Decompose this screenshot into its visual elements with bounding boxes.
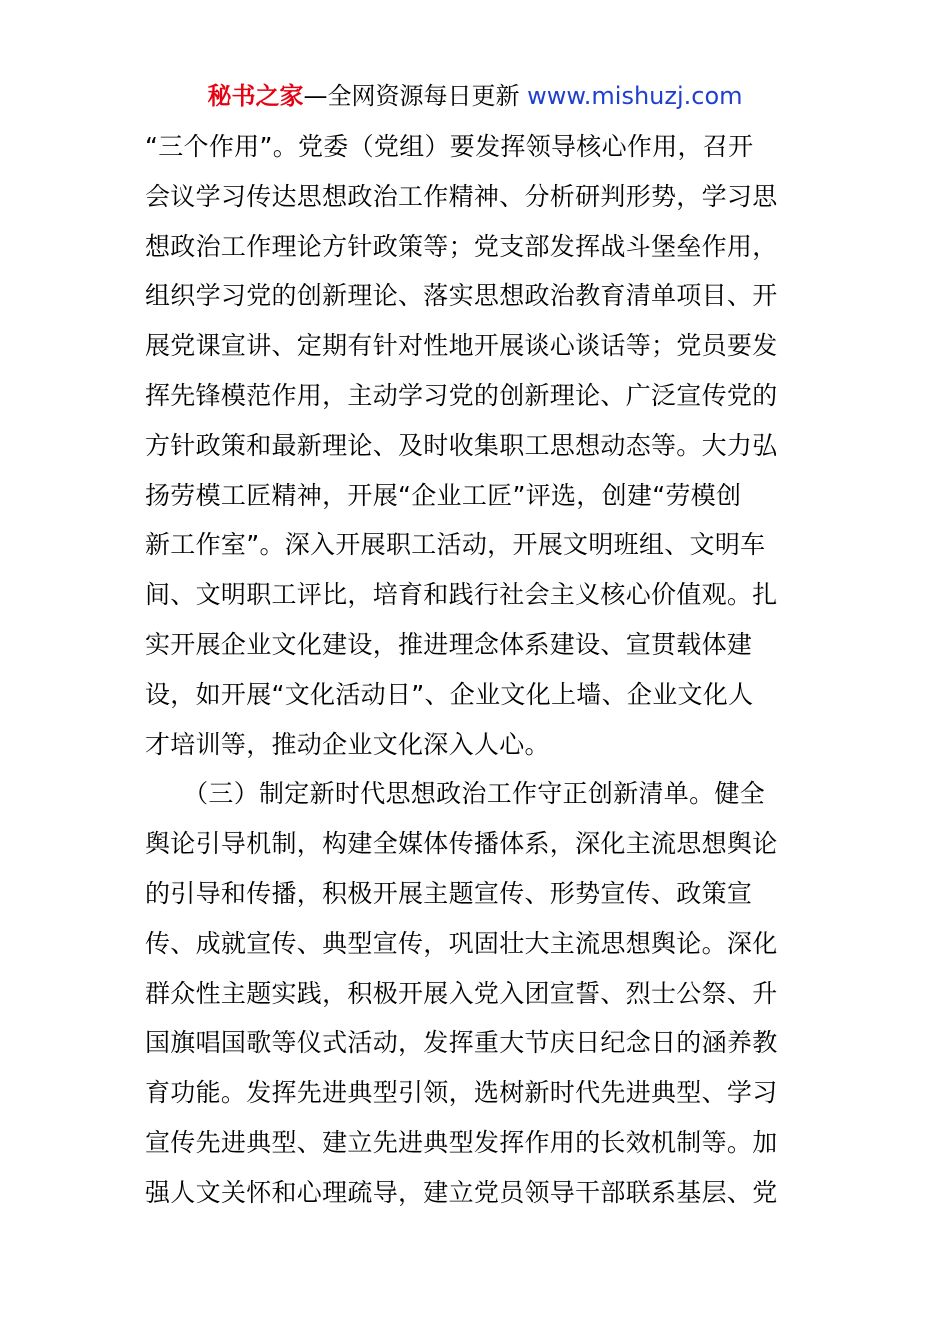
text-line: 实开展企业文化建设，推进理念体系建设、宣贯载体建	[145, 629, 753, 659]
text-line: 新工作室”。深入开展职工活动，开展文明班组、文明车	[145, 530, 766, 560]
site-brand: 秘书之家	[207, 82, 304, 110]
text-line: 扬劳模工匠精神，开展“企业工匠”评选，创建“劳模创	[145, 480, 742, 510]
text-line: 设，如开展“文化活动日”、企业文化上墙、企业文化人	[145, 679, 754, 709]
text-line: 才培训等，推动企业文化深入人心。	[145, 729, 550, 759]
text-line: 群众性主题实践，积极开展入党入团宣誓、烈士公祭、升	[145, 978, 778, 1008]
text-line: “三个作用”。党委（党组）要发挥领导核心作用，召开	[145, 132, 754, 161]
text-line: 国旗唱国歌等仪式活动，发挥重大节庆日纪念日的涵养教	[145, 1028, 778, 1058]
section-heading-line: （三）制定新时代思想政治工作守正创新清单。健全	[145, 779, 766, 809]
text-line: 舆论引导机制，构建全媒体传播体系，深化主流思想舆论	[145, 829, 778, 859]
text-line: 组织学习党的创新理论、落实思想政治教育清单项目、开	[145, 281, 778, 311]
text-line: 的引导和传播，积极开展主题宣传、形势宣传、政策宣	[145, 878, 753, 908]
text-line: 展党课宣讲、定期有针对性地开展谈心谈话等；党员要发	[145, 331, 778, 361]
document-body	[145, 122, 810, 1218]
text-line: 挥先锋模范作用，主动学习党的创新理论、广泛宣传党的	[145, 380, 778, 410]
site-header	[0, 80, 950, 112]
text-line: 间、文明职工评比，培育和践行社会主义核心价值观。扎	[145, 580, 778, 610]
text-line: 方针政策和最新理论、及时收集职工思想动态等。大力弘	[145, 430, 778, 460]
text-line: 想政治工作理论方针政策等；党支部发挥战斗堡垒作用，	[145, 231, 778, 261]
text-line: 会议学习传达思想政治工作精神、分析研判形势，学习思	[145, 181, 778, 211]
text-line: 育功能。发挥先进典型引领，选树新时代先进典型、学习	[145, 1078, 778, 1108]
site-tagline: —全网资源每日更新	[303, 82, 528, 110]
text-line: 强人文关怀和心理疏导，建立党员领导干部联系基层、党	[145, 1177, 778, 1207]
text-line: 传、成就宣传、典型宣传，巩固壮大主流思想舆论。深化	[145, 928, 778, 958]
text-line: 宣传先进典型、建立先进典型发挥作用的长效机制等。加	[145, 1127, 778, 1157]
site-url-link[interactable]: www.mishuzj.com	[527, 82, 743, 110]
